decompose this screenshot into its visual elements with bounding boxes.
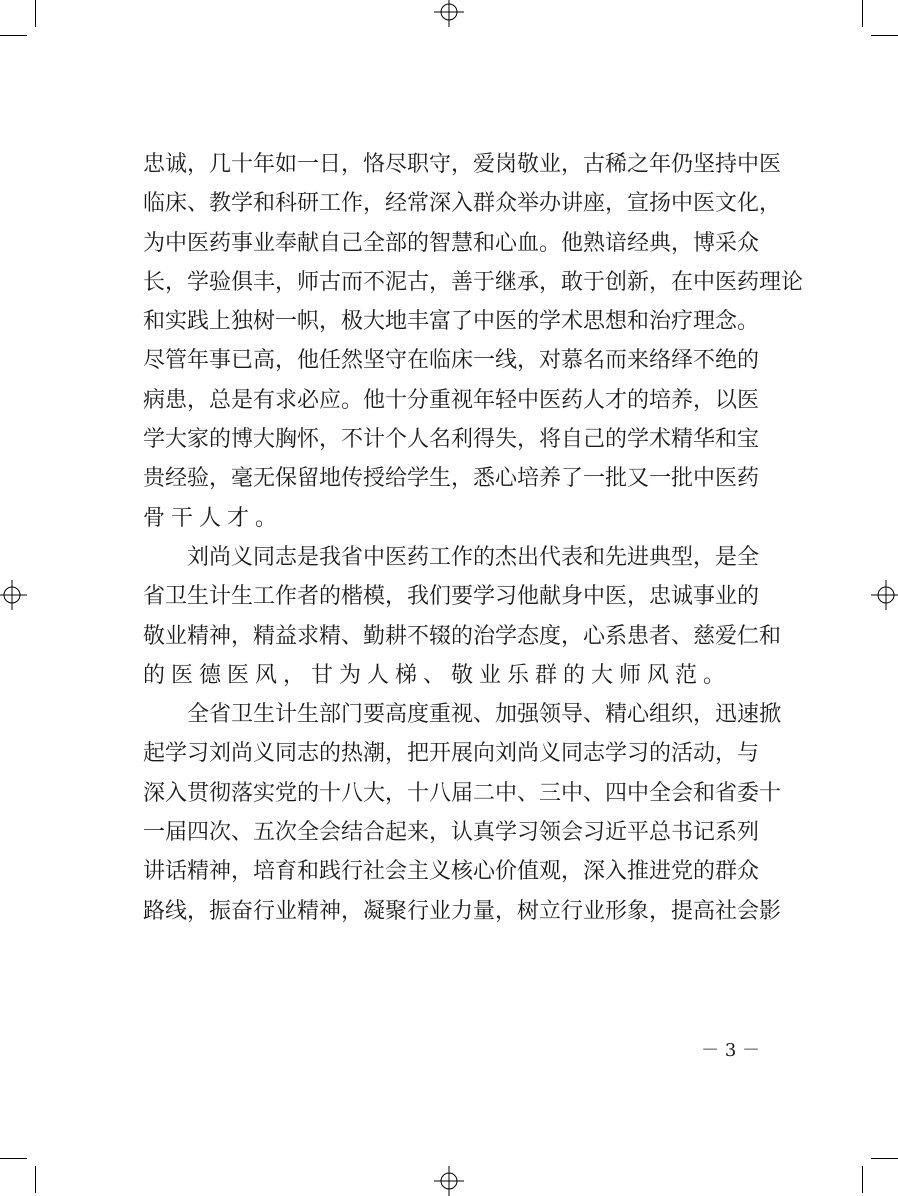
text-line: 长，学验俱丰，师古而不泥古，善于继承，敢于创新，在中医药理论 (143, 269, 804, 295)
text-line: 省卫生计生工作者的楷模，我们要学习他献身中医，忠诚事业的 (143, 584, 760, 610)
text-line: 为中医药事业奉献自己全部的智慧和心血。他熟谙经典，博采众 (143, 230, 760, 256)
body-text (143, 145, 804, 931)
text-line: 病患，总是有求必应。他十分重视年轻中医药人才的培养，以医 (143, 387, 760, 413)
text-line: 一届四次、五次全会结合起来，认真学习领会习近平总书记系列 (143, 820, 760, 846)
crop-mark-bottom-left-vertical (35, 1166, 36, 1193)
crop-mark-top-right-vertical (862, 0, 863, 27)
crop-mark-bottom-right-vertical (862, 1166, 863, 1193)
text-line: 深入贯彻落实党的十八大，十八届二中、三中、四中全会和省委十 (143, 780, 782, 806)
text-line: 忠诚，几十年如一日，恪尽职守，爱岗敬业，古稀之年仍坚持中医 (143, 152, 782, 177)
paragraph (143, 145, 804, 538)
text-line: 讲话精神，培育和践行社会主义核心价值观，深入推进党的群众 (143, 859, 760, 885)
crop-mark-bottom-left-horizontal (0, 1158, 27, 1159)
registration-mark-top-icon (434, 0, 464, 27)
text-line: 刘尚义同志是我省中医药工作的杰出代表和先进典型，是全 (143, 544, 760, 570)
text-line: 学大家的博大胸怀，不计个人名利得失，将自己的学术精华和宝 (143, 427, 760, 453)
crop-mark-top-left-vertical (35, 0, 36, 27)
text-line: 临床、教学和科研工作，经常深入群众举办讲座，宣扬中医文化， (143, 191, 782, 217)
registration-mark-bottom-icon (434, 1166, 464, 1196)
text-line: 的医德医风，甘为人梯、敬业乐群的大师风范。 (143, 662, 732, 688)
paragraph (143, 695, 782, 931)
paragraph (143, 538, 782, 695)
page-number: － 3 － (701, 1040, 760, 1061)
crop-mark-bottom-right-horizontal (871, 1158, 898, 1159)
text-line: 骨干人才。 (143, 505, 284, 531)
text-line: 贵经验，毫无保留地传授给学生，悉心培养了一批又一批中医药 (143, 466, 760, 492)
crop-mark-top-left-horizontal (0, 35, 27, 36)
text-line: 起学习刘尚义同志的热潮，把开展向刘尚义同志学习的活动，与 (143, 741, 760, 767)
text-line: 敬业精神，精益求精、勤耕不辍的治学态度，心系患者、慈爱仁和 (143, 623, 782, 649)
text-line: 路线，振奋行业精神，凝聚行业力量，树立行业形象，提高社会影 (143, 898, 782, 924)
registration-mark-left-icon (0, 580, 27, 610)
text-line: 全省卫生计生部门要高度重视、加强领导、精心组织，迅速掀 (143, 702, 782, 728)
crop-mark-top-right-horizontal (871, 35, 898, 36)
text-line: 尽管年事已高，他任然坚守在临床一线，对慕名而来络绎不绝的 (143, 348, 760, 374)
text-line: 和实践上独树一帜，极大地丰富了中医的学术思想和治疗理念。 (143, 309, 760, 335)
registration-mark-right-icon (871, 580, 898, 610)
